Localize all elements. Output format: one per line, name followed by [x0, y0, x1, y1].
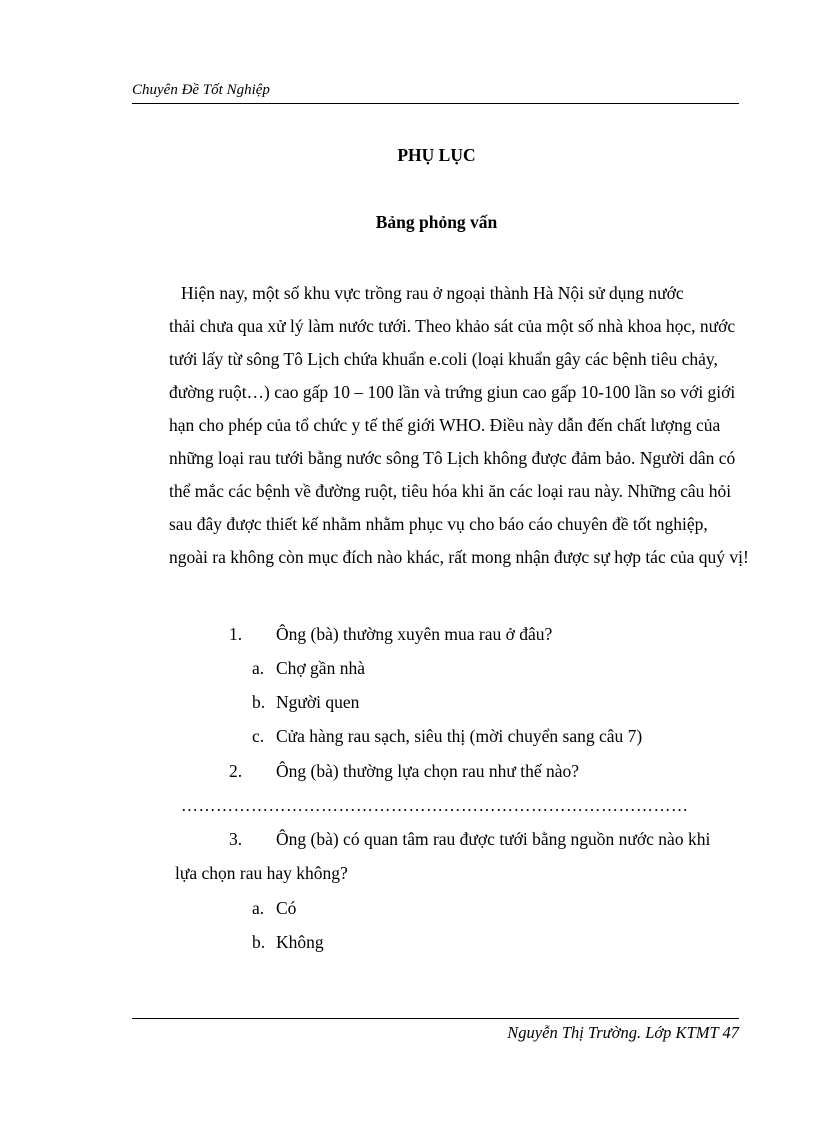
page-header	[132, 80, 739, 104]
question-number: 1.	[229, 624, 243, 644]
option-letter: b.	[252, 692, 266, 712]
option-letter: a.	[252, 658, 265, 678]
question-1-text: Ông (bà) thường xuyên mua rau ở đâu?	[276, 624, 553, 644]
question-3-text-line2: lựa chọn rau hay không?	[175, 863, 348, 883]
footer-text: Nguyễn Thị Trường. Lớp KTMT 47	[507, 1023, 739, 1042]
intro-line: những loại rau tưới bằng nước sông Tô Lịch không được đảm bảo. Người dân có	[169, 448, 736, 468]
appendix-title: PHỤ LỤC	[397, 145, 476, 165]
intro-line: ngoài ra không còn mục đích nào khác, rất mong nhận được sự hợp tác của quý vị!	[169, 547, 749, 567]
header-text: Chuyên Đề Tốt Nghiệp	[132, 82, 270, 98]
intro-paragraph	[169, 277, 749, 574]
option-letter: a.	[252, 898, 265, 918]
question-3-option-a: Có	[276, 898, 297, 918]
intro-line: tưới lấy từ sông Tô Lịch chứa khuẩn e.coli (loại khuẩn gây các bệnh tiêu chảy,	[169, 349, 718, 369]
question-number: 2.	[229, 761, 243, 781]
page-footer	[132, 1018, 739, 1043]
intro-line: Hiện nay, một số khu vực trồng rau ở ngoại thành Hà Nội sử dụng nước	[181, 283, 684, 303]
interview-subtitle: Bảng phỏng vấn	[375, 212, 498, 232]
question-1	[229, 623, 242, 645]
intro-line: thể mắc các bệnh về đường ruột, tiêu hóa khi ăn các loại rau này. Những câu hỏi	[169, 481, 732, 501]
question-1-option-c: Cửa hàng rau sạch, siêu thị (mời chuyển sang câu 7)	[276, 726, 643, 746]
question-3-text-line1: Ông (bà) có quan tâm rau được tưới bằng nguồn nước nào khi	[276, 829, 711, 849]
intro-line: đường ruột…) cao gấp 10 – 100 lần và trứng giun cao gấp 10-100 lần so với giới	[169, 382, 736, 402]
option-letter: c.	[252, 726, 265, 746]
question-2-text: Ông (bà) thường lựa chọn rau như thế nào?	[276, 761, 580, 781]
option-letter: b.	[252, 932, 266, 952]
question-number: 3.	[229, 829, 243, 849]
question-3-option-b: Không	[276, 932, 324, 952]
intro-line: thải chưa qua xử lý làm nước tưới. Theo khảo sát của một số nhà khoa học, nước	[169, 316, 736, 336]
intro-line: sau đây được thiết kế nhằm nhằm phục vụ cho báo cáo chuyên đề tốt nghiệp,	[169, 514, 708, 534]
question-1-option-b: Người quen	[276, 692, 360, 712]
answer-line: ……………………………………………………………………………	[181, 796, 689, 815]
question-1-option-a: Chợ gần nhà	[276, 658, 365, 678]
intro-line: hạn cho phép của tổ chức y tế thế giới WHO. Điều này dẫn đến chất lượng của	[169, 415, 721, 435]
